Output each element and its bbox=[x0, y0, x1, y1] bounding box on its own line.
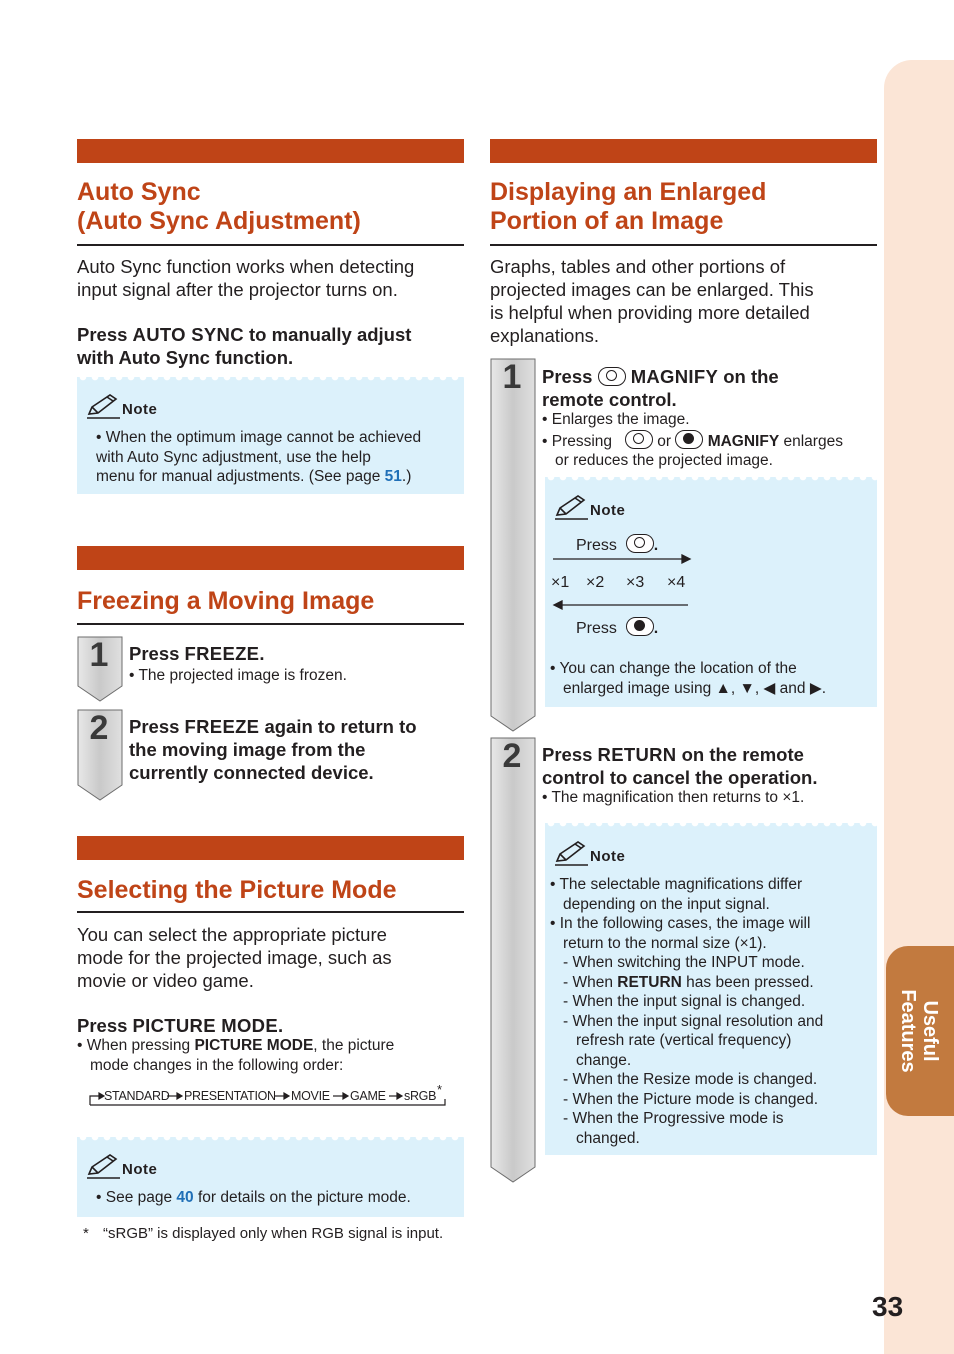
auto-sync-description: Auto Sync function works when detecting input signal after the projector turns on. bbox=[77, 256, 415, 300]
magnify-enlarge-button-icon bbox=[626, 534, 654, 553]
magnify-level-x4: ×4 bbox=[667, 574, 686, 591]
freeze-step-1: Press FREEZE. bbox=[129, 643, 265, 664]
enlarge-description: Graphs, tables and other portions of projected images can be enlarged. This is helpful when providing more detailed explanations. bbox=[490, 256, 814, 346]
auto-sync-key: AUTO SYNC bbox=[132, 324, 244, 345]
mode-presentation: PRESENTATION bbox=[184, 1089, 276, 1103]
magnify-step-1-notes: • Enlarges the image. • Pressing or MAGNIFY enlarges or reduces the projected image. bbox=[542, 411, 843, 469]
freeze-step-1-note: • The projected image is frozen. bbox=[129, 667, 347, 684]
auto-sync-heading: Auto Sync (Auto Sync Adjustment) bbox=[77, 178, 361, 235]
section-tab-label: Useful Features bbox=[897, 989, 941, 1073]
mode-standard: STANDARD bbox=[104, 1089, 170, 1103]
magnify-level-x2: ×2 bbox=[586, 574, 605, 591]
magnify-level-x1: ×1 bbox=[551, 574, 570, 591]
magnify-step-2: Press RETURN on the remote control to cancel the operation. bbox=[542, 744, 818, 788]
heading-rule bbox=[490, 244, 877, 246]
note-title: Note bbox=[122, 1161, 158, 1178]
step-number: 1 bbox=[89, 636, 109, 674]
section-bar-auto-sync bbox=[77, 139, 464, 163]
note-title: Note bbox=[590, 502, 626, 519]
freezing-heading: Freezing a Moving Image bbox=[77, 587, 375, 615]
magnify-step-2-note: • The magnification then returns to ×1. bbox=[542, 789, 805, 806]
picture-mode-heading: Selecting the Picture Mode bbox=[77, 876, 397, 904]
section-bar-enlarge bbox=[490, 139, 877, 163]
pencil-icon bbox=[554, 839, 590, 867]
pencil-icon bbox=[86, 1152, 122, 1180]
footnote-star: * bbox=[83, 1225, 89, 1242]
note-title: Note bbox=[590, 848, 626, 865]
magnify-step-1: Press MAGNIFY on the remote control. bbox=[542, 366, 779, 410]
step-number: 1 bbox=[502, 358, 522, 396]
mode-srgb-star: * bbox=[437, 1082, 443, 1097]
section-bar-picture-mode bbox=[77, 836, 464, 860]
magnify-enlarge-button-icon bbox=[625, 430, 653, 449]
magnify-note-text: • You can change the location of the enlarged image using ▲, ▼, ◀ and ▶. bbox=[550, 660, 827, 697]
picture-mode-description: You can select the appropriate picture mode for the projected image, such as movie or video game. bbox=[77, 924, 392, 991]
picture-mode-sub: • When pressing PICTURE MODE, the picture mode changes in the following order: bbox=[77, 1037, 395, 1074]
step-number: 2 bbox=[502, 737, 522, 775]
page-link-51[interactable]: 51 bbox=[384, 468, 402, 485]
heading-rule bbox=[77, 244, 464, 246]
heading-rule bbox=[77, 623, 464, 625]
mode-srgb: sRGB bbox=[404, 1089, 437, 1103]
magnify-diagram-press-reduce: Press . bbox=[576, 617, 658, 639]
note-title: Note bbox=[122, 401, 158, 418]
magnify-reduce-button-icon bbox=[675, 430, 703, 449]
note-scallop-edge bbox=[545, 823, 877, 831]
mode-game: GAME bbox=[350, 1089, 386, 1103]
magnify-cancel-note-text: • The selectable magnifications differ depending on the input signal. • In the following cases, the image will return to the normal size (×1). - When switching the INPUT mode. - When RETURN has been pressed. - When the input signal is changed. - When the input signal resolution and refresh rate (vertical frequency) change. - When the Resize mode is changed. - When the Picture mode is changed. - When the Progressive mode is changed. bbox=[550, 876, 824, 1147]
footnote-srgb: “sRGB” is displayed only when RGB signal is input. bbox=[103, 1225, 444, 1242]
enlarge-heading: Displaying an Enlarged Portion of an Image bbox=[490, 178, 767, 235]
magnify-level-x3: ×3 bbox=[626, 574, 645, 591]
mode-movie: MOVIE bbox=[291, 1089, 330, 1103]
step-marker-1 bbox=[490, 358, 536, 733]
pencil-icon bbox=[86, 392, 122, 420]
note-scallop-edge bbox=[77, 377, 464, 385]
note-scallop-edge bbox=[77, 1137, 464, 1145]
picture-mode-note bbox=[77, 1137, 464, 1217]
magnify-note bbox=[545, 477, 877, 707]
auto-sync-instruction: Press AUTO SYNC to manually adjust with Auto Sync function. bbox=[77, 324, 412, 368]
section-bar-freezing bbox=[77, 546, 464, 570]
page-number: 33 bbox=[872, 1291, 904, 1322]
note-scallop-edge bbox=[545, 477, 877, 485]
picture-mode-note-text: • See page 40 for details on the picture mode. bbox=[96, 1189, 411, 1206]
pencil-icon bbox=[554, 493, 590, 521]
auto-sync-note-text: • When the optimum image cannot be achieved with Auto Sync adjustment, use the help menu for manual adjustments. (See page 51.) bbox=[96, 429, 422, 485]
freeze-step-2: Press FREEZE again to return to the moving image from the currently connected device. bbox=[129, 716, 417, 783]
page-link-40[interactable]: 40 bbox=[176, 1189, 194, 1206]
picture-mode-instruction: Press PICTURE MODE. bbox=[77, 1015, 284, 1036]
step-number: 2 bbox=[89, 709, 109, 747]
step-marker-2 bbox=[490, 737, 536, 1184]
magnify-reduce-button-icon bbox=[626, 617, 654, 636]
auto-sync-note bbox=[77, 377, 464, 494]
magnify-diagram-press-enlarge: Press . bbox=[576, 534, 658, 556]
magnify-cancel-note bbox=[545, 823, 877, 1155]
heading-rule bbox=[77, 911, 464, 913]
magnify-enlarge-button-icon bbox=[598, 367, 626, 386]
side-tab-background bbox=[884, 60, 954, 1354]
